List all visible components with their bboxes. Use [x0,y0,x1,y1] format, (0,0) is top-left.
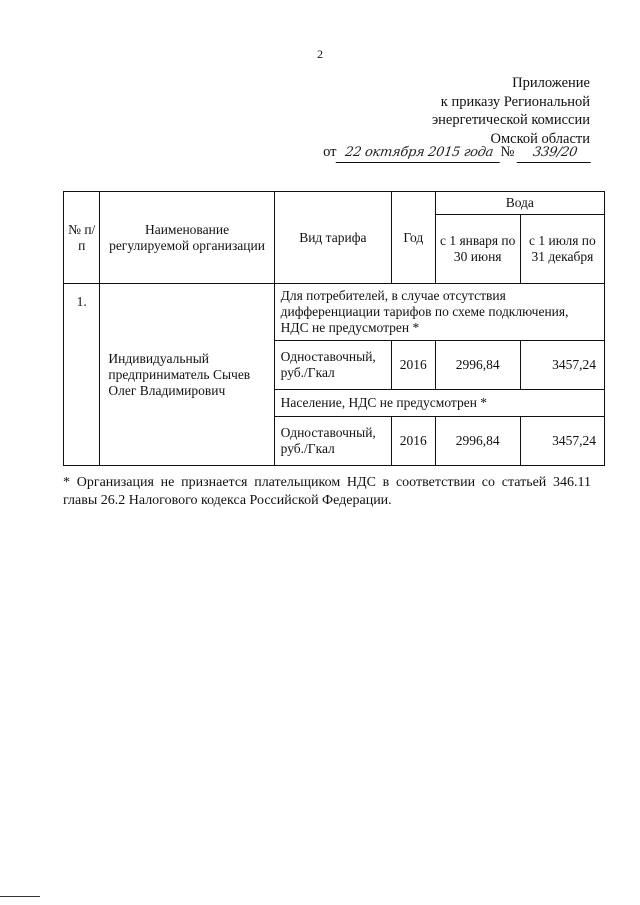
appendix-title: Приложение [512,75,590,91]
vat-footnote: * Организация не признается плательщиком НДС в соответствии со статьей 346.11 главы 26.2 Налогового кодекса Российской Федерации. [63,475,591,508]
tariff-value-second-half: 3457,24 [520,341,604,390]
appendix-commission: энергетической комиссии [431,112,590,128]
year-cell: 2016 [391,341,435,390]
tariff-value-first-half: 2996,84 [435,341,520,390]
header-water-group: Вода [435,192,604,215]
tariff-table [63,191,605,466]
header-row-number: № п/п [64,192,100,284]
order-number-label: № [500,144,515,160]
appendix-order-ref: к приказу Региональной [440,93,590,110]
tariff-type-cell: Одноставочный, руб./Гкал [274,417,391,466]
appendix-header [270,74,590,148]
handwritten-order-date: 22 октября 2015 года [335,144,502,163]
tariff-value-second-half: 3457,24 [520,417,604,466]
consumer-group-label: Для потребителей, в случае отсутствия дифференциации тарифов по схеме подключения, НДС не предусмотрен * [274,284,604,341]
order-from-label: от [323,144,337,160]
appendix-region: Омской области [490,130,590,147]
scan-margin-mark [0,896,40,897]
organization-name: Индивидуальный предприниматель Сычев Олег Владимирович [100,284,274,466]
population-group-label: Население, НДС не предусмотрен * [274,390,604,417]
header-organization: Наименование регулируемой организации [100,192,274,284]
order-date-number-line [323,143,592,163]
tariff-type-cell: Одноставочный, руб./Гкал [274,341,391,390]
header-tariff-type: Вид тарифа [274,192,391,284]
page-number: 2 [317,47,323,61]
handwritten-order-number: 339/20 [517,144,594,163]
header-period-second-half: с 1 июля по 31 декабря [520,215,604,284]
year-cell: 2016 [391,417,435,466]
tariff-value-first-half: 2996,84 [435,417,520,466]
row-number: 1. [64,284,100,466]
header-year: Год [391,192,435,284]
header-period-first-half: с 1 января по 30 июня [435,215,520,284]
